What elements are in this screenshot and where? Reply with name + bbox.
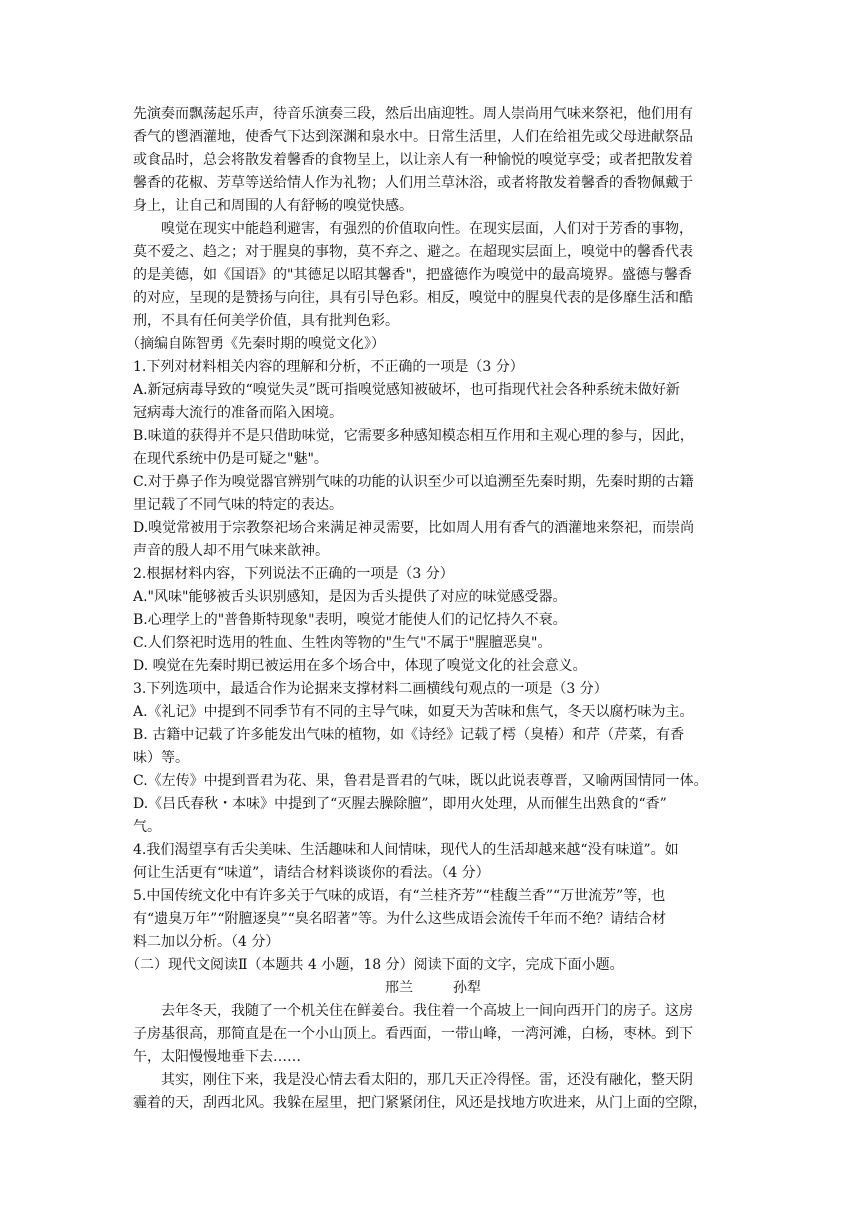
text-line: 馨香的花椒、芳草等送给情人作为礼物；人们用兰草沐浴，或者将散发着馨香的香物佩戴于 xyxy=(133,175,693,191)
question-5-cont: 有“遗臭万年”“附膻逐臭”“臭名昭著”等。为什么这些成语会流传千年而不绝？请结合材 xyxy=(133,911,666,927)
question-2: 2.根据材料内容，下列说法不正确的一项是（3 分） xyxy=(133,566,454,582)
text-line: 的对应，呈现的是赞扬与向往，具有引导色彩。相反，嗅觉中的腥臭代表的是侈靡生活和酷 xyxy=(133,290,693,306)
option-line: B.心理学上的"普鲁斯特现象"表明，嗅觉才能使人们的记忆持久不衰。 xyxy=(133,612,567,628)
option-line: 里记载了不同气味的特定的表达。 xyxy=(133,497,343,513)
option-line: 在现代系统中仍是可疑之"魅"。 xyxy=(133,451,328,467)
text-line: 其实，刚住下来，我是没心情去看太阳的，那几天正冷得怪。雷，还没有融化，整天阴 xyxy=(161,1072,693,1088)
section-heading: （二）现代文阅读Ⅱ（本题共 4 小题，18 分）阅读下面的文字，完成下面小题。 xyxy=(126,957,624,973)
text-line: 先演奏而飘荡起乐声，待音乐演奏三段，然后出庙迎牲。周人崇尚用气味来祭祀，他们用有 xyxy=(133,106,693,122)
option-line: A.新冠病毒导致的“嗅觉失灵”既可指嗅觉感知被破坏，也可指现代社会各种系统未做好新 xyxy=(133,382,680,398)
question-5: 5.中国传统文化中有许多关于气味的成语，有“兰桂齐芳”“桂馥兰香”“万世流芳”等，也 xyxy=(133,888,666,904)
question-4: 4.我们渴望享有舌尖美味、生活趣味和人间情味，现代人的生活却越来越“没有味道”。如 xyxy=(133,842,679,858)
option-line: C.人们祭祀时选用的牲血、生牲肉等物的"生气"不属于"腥膻恶臭"。 xyxy=(133,635,552,651)
option-line: C.《左传》中提到晋君为花、果，鲁君是晋君的气味，既以此说表尊晋，又喻两国情同一体。 xyxy=(133,773,708,789)
option-line: 冠病毒大流行的准备而陷入困境。 xyxy=(133,405,343,421)
option-line: D. 嗅觉在先秦时期已被运用在多个场合中，体现了嗅觉文化的社会意义。 xyxy=(133,658,587,674)
option-line: C.对于鼻子作为嗅觉器官辨别气味的功能的认识至少可以追溯至先秦时期，先秦时期的古籍 xyxy=(133,474,694,490)
option-line: A.《礼记》中提到不同季节有不同的主导气味，如夏天为苦味和焦气，冬天以腐朽味为主。 xyxy=(133,704,694,720)
text-line: 香气的鬯酒灌地，使香气下达到深渊和泉水中。日常生活里，人们在给祖先或父母进献祭品 xyxy=(133,129,693,145)
option-line: 味）等。 xyxy=(133,750,189,766)
option-line: B.味道的获得并不是只借助味觉，它需要多种感知模态相互作用和主观心理的参与，因此， xyxy=(133,428,694,444)
text-line: 午，太阳慢慢地垂下去…… xyxy=(133,1049,301,1065)
story-heading xyxy=(133,977,733,1000)
story-author: 孙犁 xyxy=(453,980,481,996)
text-line: 子房基很高，那简直是在一个小山顶上。看西面，一带山峰，一湾河滩，白杨，枣林。到下 xyxy=(133,1026,693,1042)
source-citation: （摘编自陈智勇《先秦时期的嗅觉文化》） xyxy=(126,336,385,352)
option-line: 气。 xyxy=(133,819,161,835)
question-5-cont: 料二加以分析。（4 分） xyxy=(133,934,280,950)
question-3: 3.下列选项中，最适合作为论据来支撑材料二画横线句观点的一项是（3 分） xyxy=(133,681,608,697)
text-line: 嗅觉在现实中能趋利避害，有强烈的价值取向性。在现实层面，人们对于芳香的事物， xyxy=(161,221,693,237)
option-line: D.《吕氏春秋・本味》中提到了“灭腥去臊除膻”，即用火处理，从而催生出熟食的“香” xyxy=(133,796,667,812)
text-line: 去年冬天，我随了一个机关住在鲜姜台。我住着一个高坡上一间向西开门的房子。这房 xyxy=(161,1003,693,1019)
option-line: A."风味"能够被舌头识别感知，是因为舌头提供了对应的味觉感受器。 xyxy=(133,589,567,605)
text-line: 刑，不具有任何美学价值，具有批判色彩。 xyxy=(133,313,399,329)
option-line: D.嗅觉常被用于宗教祭祀场合来满足神灵需要，比如周人用有香气的酒灌地来祭祀，而崇尚 xyxy=(133,520,695,536)
question-1: 1.下列对材料相关内容的理解和分析，不正确的一项是（3 分） xyxy=(133,359,524,375)
question-4-cont: 何让生活更有“味道”，请结合材料谈谈你的看法。（4 分） xyxy=(133,865,490,881)
option-line: B. 古籍中记载了许多能发出气味的植物，如《诗经》记载了樗（臭椿）和芹（芹菜，有香 xyxy=(133,727,685,743)
text-line: 或食品时，总会将散发着馨香的食物呈上，以让亲人有一种愉悦的嗅觉享受；或者把散发着 xyxy=(133,152,693,168)
option-line: 声音的殷人却不用气味来歆神。 xyxy=(133,543,329,559)
text-line: 身上，让自己和周围的人有舒畅的嗅觉快感。 xyxy=(133,198,413,214)
story-title: 邢兰 xyxy=(385,980,413,996)
text-line: 莫不爱之、趋之；对于腥臭的事物，莫不弃之、避之。在超现实层面上，嗅觉中的馨香代表 xyxy=(133,244,693,260)
text-line: 霾着的天，刮西北风。我躲在屋里，把门紧紧闭住，风还是找地方吹进来，从门上面的空隙， xyxy=(133,1095,707,1111)
text-line: 的是美德，如《国语》的"其德足以昭其馨香"，把盛德作为嗅觉中的最高境界。盛德与馨香 xyxy=(133,267,692,283)
